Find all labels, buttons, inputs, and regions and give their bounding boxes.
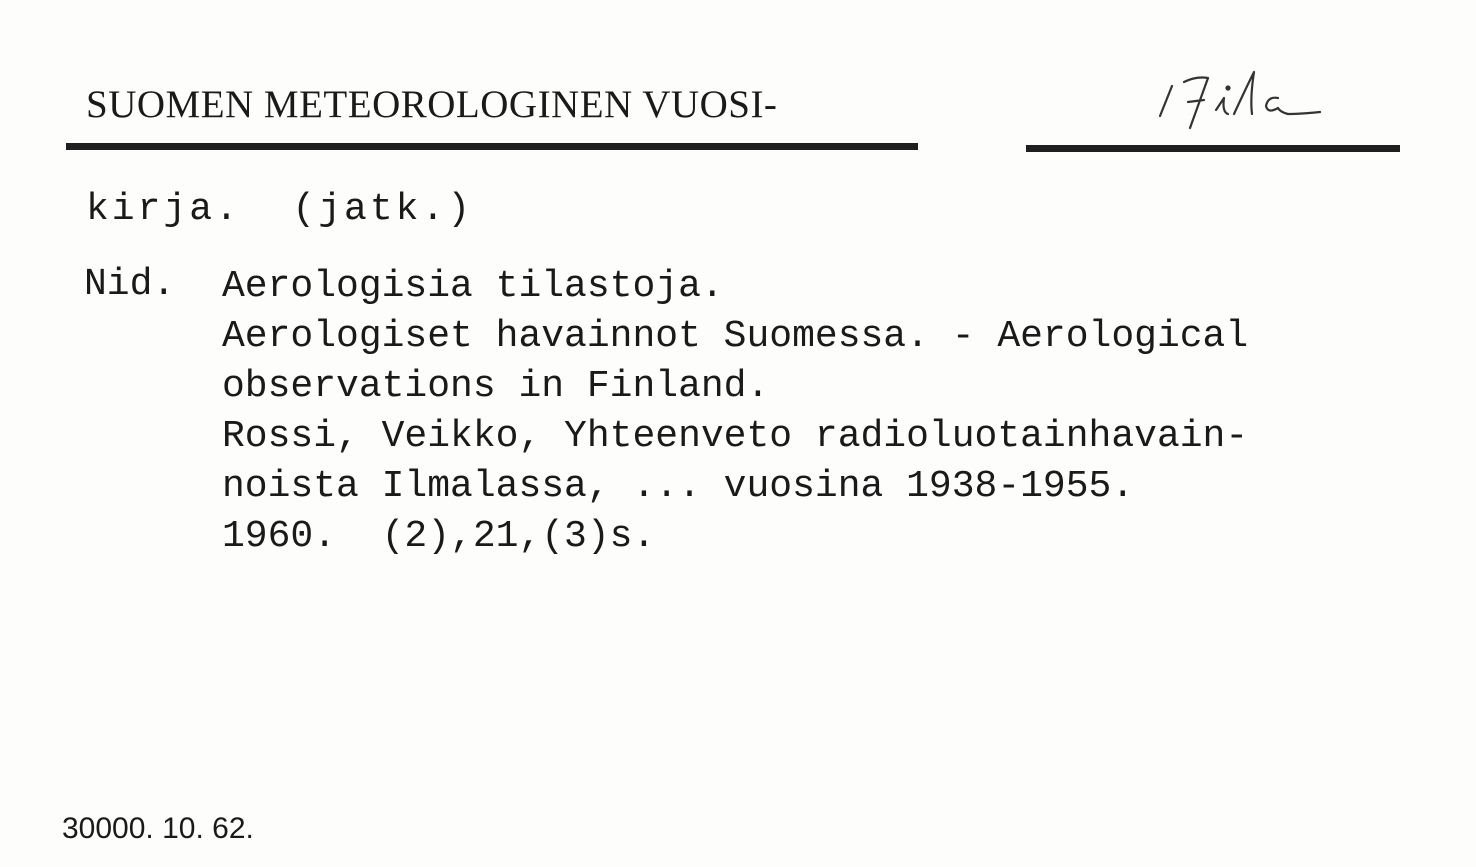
nid-label: Nid.: [84, 263, 176, 306]
heading-rule: [66, 143, 918, 150]
handwritten-call-number: [1150, 58, 1350, 138]
entry-line: Rossi, Veikko, Yhteenveto radioluotainhavain-: [222, 415, 1249, 458]
entry-line: noista Ilmalassa, ... vuosina 1938-1955.: [222, 465, 1135, 508]
entry-line: 1960. (2),21,(3)s.: [222, 515, 656, 558]
call-number-rule: [1026, 145, 1400, 152]
print-run-code: 30000. 10. 62.: [62, 812, 254, 845]
entry-line: Aerologisia tilastoja.: [222, 265, 724, 308]
heading-continuation: kirja. (jatk.): [86, 188, 474, 231]
entry-line: Aerologiset havainnot Suomessa. - Aerological: [222, 315, 1249, 358]
card-heading: SUOMEN METEOROLOGINEN VUOSI-: [86, 83, 778, 126]
entry-line: observations in Finland.: [222, 365, 770, 408]
